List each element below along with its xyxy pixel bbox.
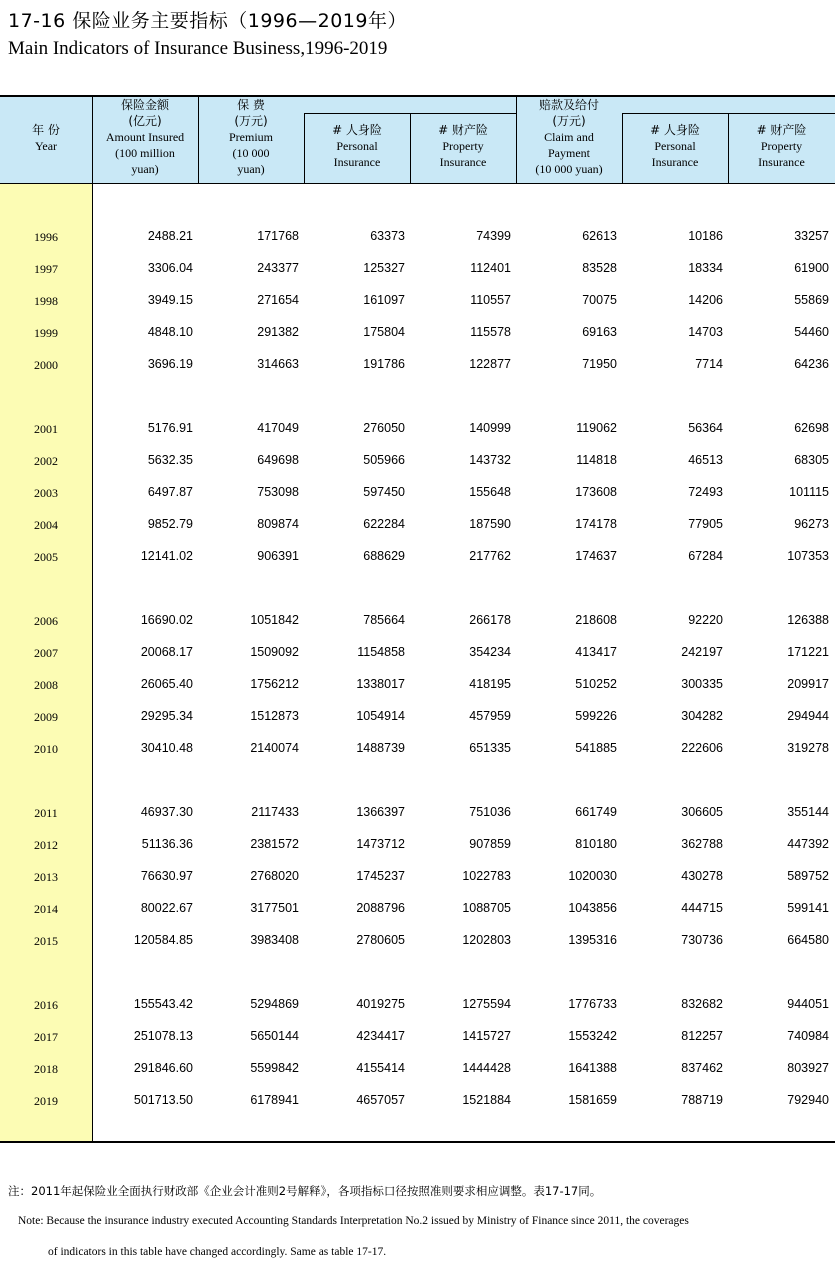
row-value: 173608: [575, 485, 617, 499]
row-value: 2768020: [250, 869, 299, 883]
row-value: 92220: [688, 613, 723, 627]
table-row: [0, 702, 835, 734]
row-value: 541885: [575, 741, 617, 755]
row-value: 3177501: [250, 901, 299, 915]
table-row: [0, 926, 835, 958]
row-value: 2488.21: [147, 229, 193, 243]
row-value: 785664: [363, 613, 405, 627]
header-premium-unit-cn: (万元): [234, 114, 268, 128]
table-row: [0, 734, 835, 766]
table-row: [0, 606, 835, 638]
row-value: 62698: [794, 421, 829, 435]
row-value: 688629: [363, 549, 405, 563]
row-value: 16690.02: [140, 613, 193, 627]
row-value: 243377: [257, 261, 299, 275]
row-value: 1275594: [462, 997, 511, 1011]
row-value: 14703: [688, 325, 723, 339]
header-year: [0, 122, 92, 154]
page-title-en: Main Indicators of Insurance Business,1996-2019: [8, 38, 388, 59]
header-premium-property-cn: # 财产险: [438, 123, 488, 137]
row-value: 7714: [695, 357, 723, 371]
header-claim-unit-en: (10 000 yuan): [535, 162, 603, 176]
row-value: 1473712: [356, 837, 405, 851]
header-claim-unit-cn: (万元): [552, 114, 586, 128]
row-value: 96273: [794, 517, 829, 531]
header-amount-insured: [92, 97, 198, 177]
row-value: 355144: [787, 805, 829, 819]
header-premium-property-en: Property: [442, 139, 484, 153]
row-value: 3949.15: [147, 293, 193, 307]
header-amount-unit-en2: yuan): [131, 162, 159, 176]
row-value: 251078.13: [133, 1029, 193, 1043]
row-value: 140999: [469, 421, 511, 435]
row-year: 2001: [34, 422, 58, 436]
note-cn: 注：2011年起保险业全面执行财政部《企业会计准则2号解释》，各项指标口径按照准则要求相应调整。表17-17同。: [8, 1184, 602, 1198]
row-year: 2002: [34, 454, 58, 468]
header-claim-en: Claim and: [544, 130, 594, 144]
header-premium-unit-en2: yuan): [237, 162, 265, 176]
row-value: 1054914: [356, 709, 405, 723]
row-value: 751036: [469, 805, 511, 819]
row-value: 67284: [688, 549, 723, 563]
row-value: 730736: [681, 933, 723, 947]
header-claim-personal-en2: Insurance: [651, 155, 699, 169]
row-value: 4019275: [356, 997, 405, 1011]
header-claim-cn: 赔款及给付: [538, 98, 599, 112]
table-row: [0, 446, 835, 478]
row-value: 294944: [787, 709, 829, 723]
table-row: [0, 222, 835, 254]
table-row: [0, 510, 835, 542]
row-value: 447392: [787, 837, 829, 851]
note-en-line1: Note: Because the insurance industry executed Accounting Standards Interpretation No.2 issued by Ministry of Finance since 2011, the coverages: [18, 1215, 689, 1227]
header-claim-property-en2: Insurance: [758, 155, 805, 169]
row-value: 126388: [787, 613, 829, 627]
table-row: [0, 670, 835, 702]
row-year: 1999: [34, 326, 58, 340]
row-value: 5650144: [250, 1029, 299, 1043]
header-amount-unit-cn: (亿元): [128, 114, 162, 128]
header-amount-unit-en: (100 million: [115, 146, 175, 160]
row-value: 9852.79: [147, 517, 193, 531]
table-row: [0, 478, 835, 510]
header-premium-personal-cn: # 人身险: [332, 123, 382, 137]
row-value: 122877: [469, 357, 511, 371]
row-value: 291846.60: [133, 1061, 193, 1075]
row-value: 222606: [681, 741, 723, 755]
row-value: 1509092: [250, 645, 299, 659]
row-value: 112401: [470, 261, 511, 275]
row-value: 20068.17: [140, 645, 193, 659]
row-value: 5294869: [250, 997, 299, 1011]
row-year: 2004: [34, 518, 58, 532]
row-value: 54460: [794, 325, 829, 339]
table-row: [0, 542, 835, 574]
header-claim-property-en: Property: [760, 139, 803, 153]
row-year: 1998: [34, 294, 58, 308]
row-value: 597450: [363, 485, 405, 499]
row-value: 4234417: [356, 1029, 405, 1043]
header-premium: [198, 97, 304, 177]
row-value: 1154858: [357, 645, 405, 659]
row-year: 2003: [34, 486, 58, 500]
row-value: 14206: [688, 293, 723, 307]
row-value: 354234: [469, 645, 511, 659]
row-value: 175804: [363, 325, 405, 339]
row-value: 319278: [787, 741, 829, 755]
row-value: 10186: [688, 229, 723, 243]
row-value: 209917: [787, 677, 829, 691]
row-value: 1338017: [356, 677, 405, 691]
row-value: 12141.02: [140, 549, 193, 563]
row-value: 64236: [794, 357, 829, 371]
row-year: 2015: [34, 934, 58, 948]
row-value: 1756212: [250, 677, 299, 691]
row-value: 2780605: [356, 933, 405, 947]
row-value: 906391: [257, 549, 299, 563]
row-value: 191786: [363, 357, 405, 371]
row-value: 291382: [257, 325, 299, 339]
row-value: 120584.85: [133, 933, 193, 947]
row-year: 1997: [34, 262, 58, 276]
row-value: 1745237: [356, 869, 405, 883]
row-year: 2008: [34, 678, 58, 692]
table-row: [0, 1022, 835, 1054]
row-value: 599226: [575, 709, 617, 723]
row-value: 505966: [363, 453, 405, 467]
row-value: 242197: [681, 645, 723, 659]
table-row: [0, 1054, 835, 1086]
row-value: 300335: [681, 677, 723, 691]
row-value: 907859: [469, 837, 511, 851]
row-year: 2010: [34, 742, 58, 756]
row-value: 5176.91: [147, 421, 193, 435]
header-amount-cn: 保险金额: [120, 98, 169, 112]
row-value: 837462: [681, 1061, 723, 1075]
row-value: 6178941: [250, 1093, 299, 1107]
row-value: 1776733: [568, 997, 617, 1011]
table-row: [0, 798, 835, 830]
row-value: 622284: [363, 517, 405, 531]
row-value: 5599842: [250, 1061, 299, 1075]
header-premium-property-en2: Insurance: [439, 155, 487, 169]
row-value: 306605: [681, 805, 723, 819]
header-claim-property: [728, 122, 835, 170]
table-row: [0, 254, 835, 286]
row-value: 76630.97: [140, 869, 193, 883]
row-value: 1395316: [568, 933, 617, 947]
row-year: 2017: [34, 1030, 58, 1044]
table-row: [0, 318, 835, 350]
row-value: 788719: [681, 1093, 723, 1107]
row-value: 1581659: [568, 1093, 617, 1107]
row-year: 1996: [34, 230, 58, 244]
row-value: 418195: [469, 677, 511, 691]
row-value: 1444428: [462, 1061, 511, 1075]
row-value: 155543.42: [133, 997, 193, 1011]
row-value: 304282: [681, 709, 723, 723]
header-premium-personal: [304, 122, 410, 170]
row-value: 271654: [257, 293, 299, 307]
row-value: 80022.67: [140, 901, 193, 915]
row-value: 5632.35: [147, 453, 193, 467]
row-value: 599141: [787, 901, 829, 915]
header-bottom-rule: [0, 183, 835, 184]
row-year: 2009: [34, 710, 58, 724]
row-value: 651335: [469, 741, 511, 755]
row-value: 2088796: [356, 901, 405, 915]
row-value: 217762: [469, 549, 511, 563]
header-claim-personal-en: Personal: [654, 139, 696, 153]
table-bottom-rule: [0, 1141, 835, 1143]
row-value: 171221: [787, 645, 829, 659]
row-year: 2006: [34, 614, 58, 628]
row-value: 664580: [787, 933, 829, 947]
row-value: 4155414: [356, 1061, 405, 1075]
row-value: 812257: [681, 1029, 723, 1043]
row-value: 46937.30: [140, 805, 193, 819]
row-value: 4657057: [356, 1093, 405, 1107]
row-value: 83528: [582, 261, 617, 275]
row-value: 61900: [794, 261, 829, 275]
row-value: 501713.50: [133, 1093, 193, 1107]
row-value: 115578: [470, 325, 511, 339]
row-year: 2000: [34, 358, 58, 372]
row-value: 1488739: [356, 741, 405, 755]
row-year: 2016: [34, 998, 58, 1012]
row-value: 174178: [575, 517, 617, 531]
row-value: 457959: [469, 709, 511, 723]
row-value: 33257: [794, 229, 829, 243]
row-value: 1088705: [462, 901, 511, 915]
row-value: 944051: [787, 997, 829, 1011]
table-row: [0, 830, 835, 862]
row-value: 810180: [575, 837, 617, 851]
row-value: 2381572: [250, 837, 299, 851]
row-value: 46513: [688, 453, 723, 467]
row-value: 63373: [370, 229, 405, 243]
row-value: 77905: [688, 517, 723, 531]
row-value: 1366397: [356, 805, 405, 819]
row-value: 1521884: [462, 1093, 511, 1107]
row-value: 101115: [789, 485, 829, 499]
row-value: 62613: [582, 229, 617, 243]
row-value: 155648: [469, 485, 511, 499]
row-value: 218608: [575, 613, 617, 627]
row-value: 792940: [787, 1093, 829, 1107]
row-value: 4848.10: [147, 325, 193, 339]
row-value: 1641388: [568, 1061, 617, 1075]
page-title-cn: 17-16 保险业务主要指标（1996—2019年）: [8, 10, 407, 32]
row-year: 2012: [34, 838, 58, 852]
row-value: 417049: [257, 421, 299, 435]
row-value: 3696.19: [147, 357, 193, 371]
row-year: 2011: [34, 806, 58, 820]
row-year: 2019: [34, 1094, 58, 1108]
row-value: 30410.48: [140, 741, 193, 755]
row-value: 1512873: [250, 709, 299, 723]
row-value: 589752: [787, 869, 829, 883]
header-premium-unit-en: (10 000: [232, 146, 270, 160]
header-claim-personal: [622, 122, 728, 170]
header-claim-personal-cn: # 人身险: [650, 123, 700, 137]
row-value: 68305: [794, 453, 829, 467]
row-year: 2014: [34, 902, 58, 916]
row-value: 832682: [681, 997, 723, 1011]
row-value: 3983408: [250, 933, 299, 947]
row-value: 1202803: [462, 933, 511, 947]
row-value: 29295.34: [140, 709, 193, 723]
note-en-line2: of indicators in this table have changed accordingly. Same as table 17-17.: [48, 1246, 387, 1258]
header-claim-property-cn: # 财产险: [756, 123, 807, 137]
table-row: [0, 1086, 835, 1118]
row-value: 661749: [575, 805, 617, 819]
header-year-en: Year: [34, 139, 58, 153]
row-year: 2005: [34, 550, 58, 564]
row-value: 18334: [688, 261, 723, 275]
table-row: [0, 862, 835, 894]
row-value: 74399: [476, 229, 511, 243]
header-year-cn: 年 份: [32, 123, 60, 137]
row-year: 2018: [34, 1062, 58, 1076]
row-value: 6497.87: [147, 485, 193, 499]
row-value: 1415727: [462, 1029, 511, 1043]
row-value: 1022783: [462, 869, 511, 883]
row-value: 2140074: [250, 741, 299, 755]
row-value: 1051842: [250, 613, 299, 627]
row-value: 72493: [688, 485, 723, 499]
row-value: 1020030: [568, 869, 617, 883]
row-year: 2007: [34, 646, 58, 660]
row-value: 69163: [582, 325, 617, 339]
row-value: 362788: [681, 837, 723, 851]
row-value: 3306.04: [147, 261, 193, 275]
row-value: 430278: [681, 869, 723, 883]
table-row: [0, 286, 835, 318]
row-year: 2013: [34, 870, 58, 884]
header-premium-cn: 保 费: [237, 98, 265, 112]
row-value: 413417: [575, 645, 617, 659]
header-claim: [516, 97, 622, 177]
row-value: 174637: [575, 549, 617, 563]
row-value: 110557: [470, 293, 511, 307]
row-value: 1553242: [568, 1029, 617, 1043]
table-row: [0, 414, 835, 446]
header-premium-personal-en2: Insurance: [333, 155, 381, 169]
row-value: 107353: [787, 549, 829, 563]
header-premium-property: [410, 122, 516, 170]
row-value: 276050: [363, 421, 405, 435]
row-value: 26065.40: [140, 677, 193, 691]
header-claim-en2: Payment: [548, 146, 590, 160]
row-value: 1043856: [568, 901, 617, 915]
row-value: 2117433: [251, 805, 299, 819]
row-value: 510252: [575, 677, 617, 691]
row-value: 266178: [469, 613, 511, 627]
header-premium-en: Premium: [229, 130, 273, 144]
row-value: 740984: [787, 1029, 829, 1043]
header-amount-en: Amount Insured: [105, 130, 185, 144]
row-value: 753098: [257, 485, 299, 499]
row-value: 314663: [257, 357, 299, 371]
row-value: 649698: [257, 453, 299, 467]
row-value: 114818: [576, 453, 617, 467]
row-value: 51136.36: [141, 837, 193, 851]
table-row: [0, 638, 835, 670]
row-value: 171768: [257, 229, 299, 243]
row-value: 444715: [681, 901, 723, 915]
table-row: [0, 350, 835, 382]
row-value: 55869: [794, 293, 829, 307]
row-value: 70075: [582, 293, 617, 307]
row-value: 125327: [363, 261, 405, 275]
row-value: 187590: [469, 517, 511, 531]
row-value: 161097: [363, 293, 405, 307]
table-row: [0, 894, 835, 926]
row-value: 119062: [576, 421, 617, 435]
header-premium-personal-en: Personal: [336, 139, 378, 153]
table-row: [0, 990, 835, 1022]
row-value: 56364: [688, 421, 723, 435]
row-value: 71950: [582, 357, 617, 371]
row-value: 143732: [469, 453, 511, 467]
row-value: 809874: [257, 517, 299, 531]
row-value: 803927: [787, 1061, 829, 1075]
